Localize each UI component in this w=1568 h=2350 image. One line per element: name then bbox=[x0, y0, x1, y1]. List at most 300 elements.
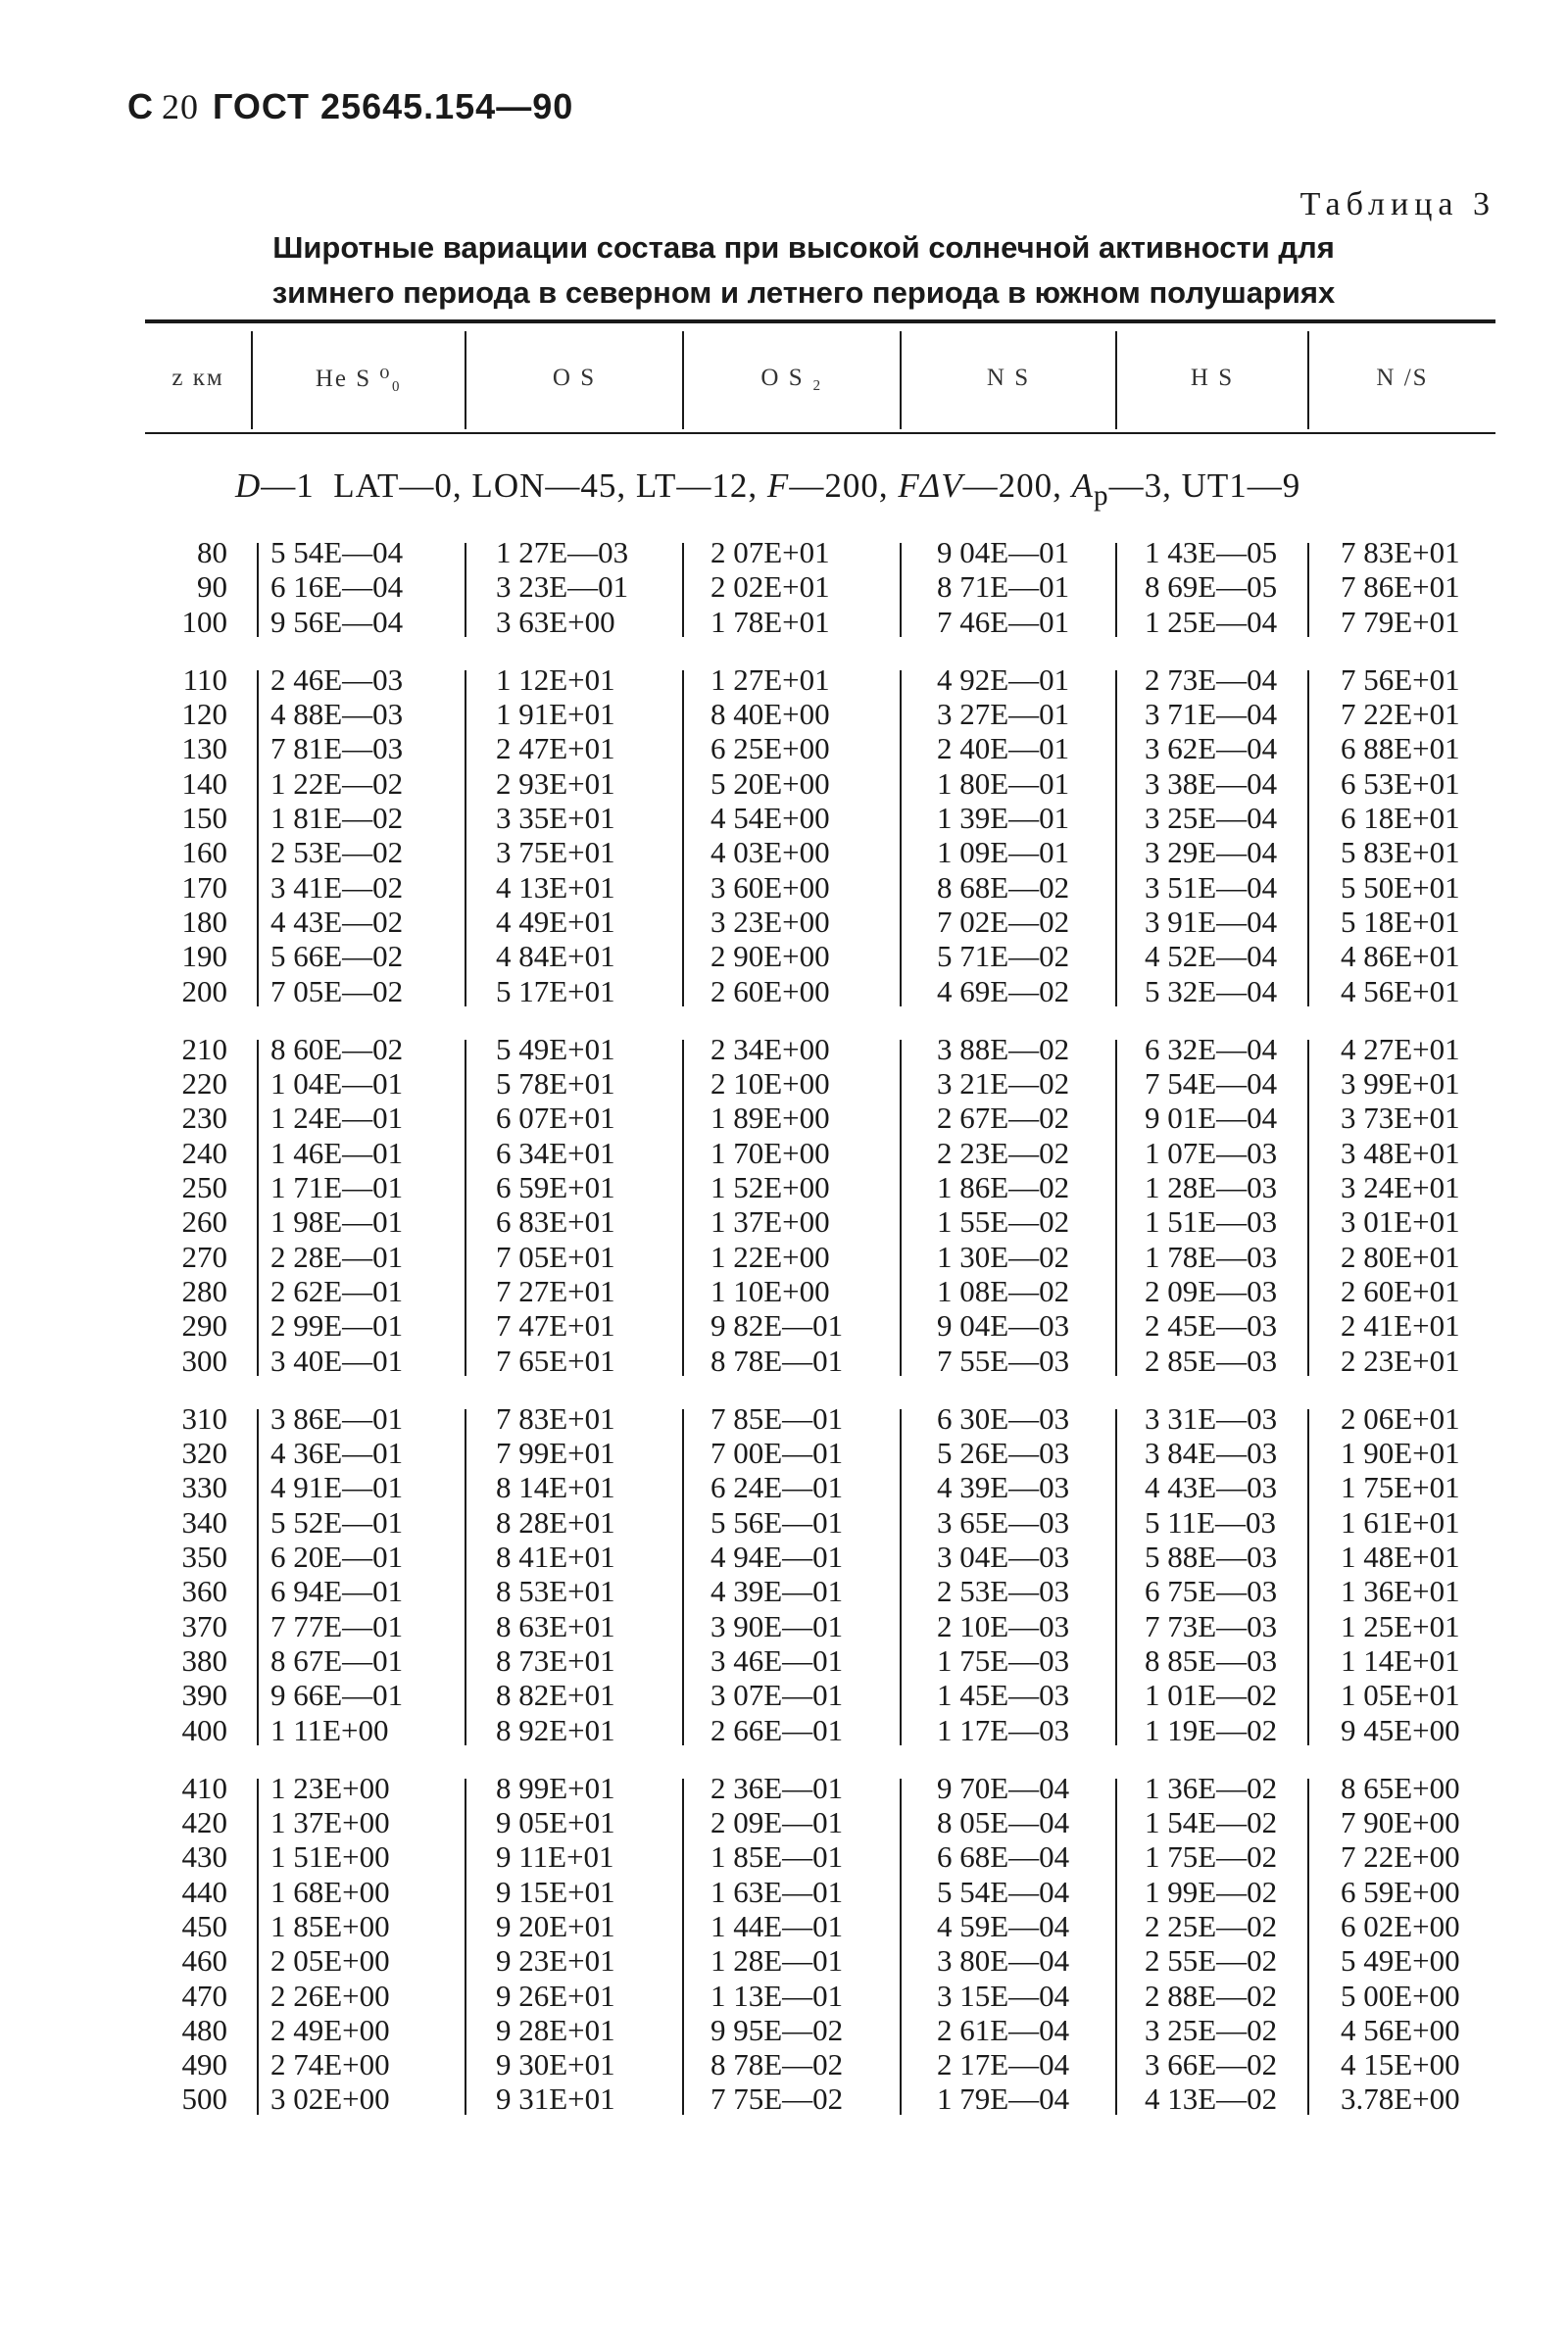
n2-cell: 3 01E+01 bbox=[1341, 1204, 1460, 1240]
he-cell: 1 11E+00 bbox=[270, 1712, 389, 1747]
column-divider bbox=[257, 1779, 259, 2115]
h-cell: 3 71E—04 bbox=[1145, 697, 1278, 732]
h-cell: 7 73E—03 bbox=[1145, 1608, 1278, 1643]
altitude-cell: 470 bbox=[181, 1978, 227, 2013]
o-cell: 6 83E+01 bbox=[496, 1204, 615, 1240]
altitude-cell: 460 bbox=[181, 1943, 227, 1979]
altitude-cell: 490 bbox=[181, 2047, 227, 2082]
table-row bbox=[145, 766, 1495, 801]
o2-cell: 2 90E+00 bbox=[710, 939, 830, 974]
o-cell: 3 35E+01 bbox=[496, 801, 615, 836]
h-cell: 3 66E—02 bbox=[1145, 2047, 1278, 2082]
n2-cell: 6 02E+00 bbox=[1341, 1908, 1460, 1943]
n-cell: 3 27E—01 bbox=[937, 697, 1070, 732]
h-cell: 3 31E—03 bbox=[1145, 1400, 1278, 1436]
column-divider bbox=[257, 543, 259, 637]
row-group bbox=[145, 662, 1495, 1008]
o2-cell: 8 78E—02 bbox=[710, 2047, 844, 2082]
column-divider bbox=[682, 670, 684, 1006]
o2-cell: 1 63E—01 bbox=[710, 1874, 844, 1909]
h-cell: 3 91E—04 bbox=[1145, 904, 1278, 939]
n-cell: 9 04E—01 bbox=[937, 535, 1070, 569]
he-cell: 6 20E—01 bbox=[270, 1540, 404, 1575]
o2-cell: 1 85E—01 bbox=[710, 1839, 844, 1875]
n2-cell: 3 73E+01 bbox=[1341, 1101, 1460, 1136]
o2-cell: 8 40E+00 bbox=[710, 697, 830, 732]
o-cell: 6 07E+01 bbox=[496, 1101, 615, 1136]
table-row bbox=[145, 1979, 1495, 2013]
data-table-body bbox=[145, 535, 1495, 2117]
o2-cell: 2 07E+01 bbox=[710, 535, 830, 569]
altitude-cell: 240 bbox=[181, 1135, 227, 1170]
n-cell: 1 08E—02 bbox=[937, 1273, 1070, 1308]
n2-cell: 7 22E+01 bbox=[1341, 697, 1460, 732]
o-cell: 9 11E+01 bbox=[496, 1839, 614, 1875]
h-cell: 5 32E—04 bbox=[1145, 973, 1278, 1008]
n-cell: 3 88E—02 bbox=[937, 1031, 1070, 1066]
n-cell: 4 59E—04 bbox=[937, 1908, 1070, 1943]
altitude-cell: 250 bbox=[181, 1170, 227, 1205]
n-cell: 1 45E—03 bbox=[937, 1678, 1070, 1713]
column-divider bbox=[1115, 1779, 1117, 2115]
he-cell: 5 54E—04 bbox=[270, 535, 404, 569]
n-cell: 8 71E—01 bbox=[937, 569, 1070, 605]
o-cell: 5 17E+01 bbox=[496, 973, 615, 1008]
o2-cell: 1 78E+01 bbox=[710, 604, 830, 639]
o-cell: 7 27E+01 bbox=[496, 1273, 615, 1308]
n-cell: 4 39E—03 bbox=[937, 1470, 1070, 1505]
o-cell: 4 13E+01 bbox=[496, 869, 615, 905]
o-cell: 2 47E+01 bbox=[496, 731, 615, 766]
table-row bbox=[145, 1839, 1495, 1874]
h-cell: 3 84E—03 bbox=[1145, 1436, 1278, 1471]
o-cell: 4 84E+01 bbox=[496, 939, 615, 974]
col-head-h: H S bbox=[1190, 364, 1235, 391]
altitude-cell: 80 bbox=[197, 535, 227, 569]
param-fav-value: —200, bbox=[962, 466, 1062, 505]
o-cell: 8 41E+01 bbox=[496, 1540, 615, 1575]
he-cell: 2 49E+00 bbox=[270, 2012, 390, 2047]
row-group bbox=[145, 1032, 1495, 1378]
o-cell: 8 28E+01 bbox=[496, 1504, 615, 1540]
n2-cell: 6 53E+01 bbox=[1341, 765, 1460, 801]
table-row bbox=[145, 535, 1495, 569]
parameters-line bbox=[235, 466, 1300, 513]
h-cell: 1 36E—02 bbox=[1145, 1770, 1278, 1805]
o2-cell: 3 46E—01 bbox=[710, 1642, 844, 1678]
he-cell: 2 74E+00 bbox=[270, 2047, 390, 2082]
param-coords: LAT—0, LON—45, LT—12, bbox=[333, 466, 759, 505]
n2-cell: 5 50E+01 bbox=[1341, 869, 1460, 905]
n2-cell: 5 49E+00 bbox=[1341, 1943, 1460, 1979]
n-cell: 1 30E—02 bbox=[937, 1239, 1070, 1274]
table-row bbox=[145, 662, 1495, 697]
n-cell: 3 21E—02 bbox=[937, 1066, 1070, 1102]
n2-cell: 4 56E+01 bbox=[1341, 973, 1460, 1008]
h-cell: 1 07E—03 bbox=[1145, 1135, 1278, 1170]
altitude-cell: 500 bbox=[181, 2081, 227, 2117]
o2-cell: 2 34E+00 bbox=[710, 1031, 830, 1066]
o2-cell: 1 37E+00 bbox=[710, 1204, 830, 1240]
n2-cell: 7 90E+00 bbox=[1341, 1805, 1460, 1840]
table-title-line: Широтные вариации состава при высокой солнечной активности для bbox=[272, 230, 1335, 265]
h-cell: 5 11E—03 bbox=[1145, 1504, 1277, 1540]
page-number: 20 bbox=[162, 87, 199, 126]
table-row bbox=[145, 835, 1495, 869]
o-cell: 8 14E+01 bbox=[496, 1470, 615, 1505]
he-cell: 1 37E+00 bbox=[270, 1805, 390, 1840]
n2-cell: 7 79E+01 bbox=[1341, 604, 1460, 639]
table-row bbox=[145, 1032, 1495, 1066]
table-row bbox=[145, 1308, 1495, 1343]
table-title bbox=[137, 225, 1470, 316]
param-d-value: —1 bbox=[261, 466, 315, 505]
n2-cell: 8 65E+00 bbox=[1341, 1770, 1460, 1805]
h-cell: 5 88E—03 bbox=[1145, 1540, 1278, 1575]
o-cell: 1 12E+01 bbox=[496, 661, 615, 697]
n2-cell: 3 24E+01 bbox=[1341, 1170, 1460, 1205]
h-cell: 1 75E—02 bbox=[1145, 1839, 1278, 1875]
o2-cell: 1 22E+00 bbox=[710, 1239, 830, 1274]
n2-cell: 2 06E+01 bbox=[1341, 1400, 1460, 1436]
n2-cell: 7 56E+01 bbox=[1341, 661, 1460, 697]
altitude-cell: 120 bbox=[181, 697, 227, 732]
o-cell: 8 53E+01 bbox=[496, 1574, 615, 1609]
o2-cell: 8 78E—01 bbox=[710, 1343, 844, 1378]
param-ap-value: —3, UT1—9 bbox=[1108, 466, 1301, 505]
n2-cell: 6 59E+00 bbox=[1341, 1874, 1460, 1909]
he-cell: 1 51E+00 bbox=[270, 1839, 390, 1875]
he-cell: 4 36E—01 bbox=[270, 1436, 404, 1471]
he-cell: 1 81E—02 bbox=[270, 801, 404, 836]
altitude-cell: 380 bbox=[181, 1642, 227, 1678]
n-cell: 2 23E—02 bbox=[937, 1135, 1070, 1170]
he-cell: 7 05E—02 bbox=[270, 973, 404, 1008]
column-divider bbox=[682, 1409, 684, 1745]
table-row bbox=[145, 2081, 1495, 2116]
column-divider bbox=[257, 670, 259, 1006]
n2-cell: 1 75E+01 bbox=[1341, 1470, 1460, 1505]
table-row bbox=[145, 905, 1495, 939]
o2-cell: 5 20E+00 bbox=[710, 765, 830, 801]
altitude-cell: 410 bbox=[181, 1770, 227, 1805]
column-divider bbox=[682, 1040, 684, 1376]
table-row bbox=[145, 1643, 1495, 1678]
altitude-cell: 430 bbox=[181, 1839, 227, 1875]
n2-cell: 6 18E+01 bbox=[1341, 801, 1460, 836]
altitude-cell: 150 bbox=[181, 801, 227, 836]
he-cell: 9 56E—04 bbox=[270, 604, 404, 639]
he-cell: 8 60E—02 bbox=[270, 1031, 404, 1066]
h-cell: 2 55E—02 bbox=[1145, 1943, 1278, 1979]
h-cell: 3 62E—04 bbox=[1145, 731, 1278, 766]
column-divider bbox=[682, 543, 684, 637]
n-cell: 2 10E—03 bbox=[937, 1608, 1070, 1643]
table-row bbox=[145, 1470, 1495, 1504]
h-cell: 1 19E—02 bbox=[1145, 1712, 1278, 1747]
column-divider bbox=[900, 1409, 902, 1745]
he-cell: 3 41E—02 bbox=[270, 869, 404, 905]
n-cell: 1 09E—01 bbox=[937, 835, 1070, 870]
table-row bbox=[145, 1875, 1495, 1909]
o2-cell: 3 60E+00 bbox=[710, 869, 830, 905]
table-row bbox=[145, 1574, 1495, 1608]
o2-cell: 9 82E—01 bbox=[710, 1308, 844, 1344]
altitude-cell: 190 bbox=[181, 939, 227, 974]
altitude-cell: 210 bbox=[181, 1031, 227, 1066]
he-cell: 2 46E—03 bbox=[270, 661, 404, 697]
altitude-cell: 310 bbox=[181, 1400, 227, 1436]
h-cell: 8 69E—05 bbox=[1145, 569, 1278, 605]
o-cell: 3 23E—01 bbox=[496, 569, 629, 605]
altitude-cell: 100 bbox=[181, 604, 227, 639]
o2-cell: 1 27E+01 bbox=[710, 661, 830, 697]
o2-cell: 1 70E+00 bbox=[710, 1135, 830, 1170]
he-cell: 7 77E—01 bbox=[270, 1608, 404, 1643]
row-group bbox=[145, 1401, 1495, 1747]
o-cell: 3 75E+01 bbox=[496, 835, 615, 870]
col-head-he: He S ⁰₀ bbox=[315, 365, 403, 392]
n2-cell: 7 22E+00 bbox=[1341, 1839, 1460, 1875]
n2-cell: 4 86E+01 bbox=[1341, 939, 1460, 974]
n-cell: 1 17E—03 bbox=[937, 1712, 1070, 1747]
column-divider bbox=[1115, 1409, 1117, 1745]
table-row bbox=[145, 1204, 1495, 1239]
altitude-cell: 160 bbox=[181, 835, 227, 870]
table-row bbox=[145, 1943, 1495, 1978]
h-cell: 1 25E—04 bbox=[1145, 604, 1278, 639]
n-cell: 3 65E—03 bbox=[937, 1504, 1070, 1540]
param-ap: A bbox=[1071, 466, 1095, 505]
altitude-cell: 440 bbox=[181, 1874, 227, 1909]
table-row bbox=[145, 974, 1495, 1008]
o-cell: 8 63E+01 bbox=[496, 1608, 615, 1643]
col-head-o2: O S ₂ bbox=[760, 364, 823, 391]
table-row bbox=[145, 697, 1495, 731]
n2-cell: 1 36E+01 bbox=[1341, 1574, 1460, 1609]
h-cell: 2 45E—03 bbox=[1145, 1308, 1278, 1344]
n-cell: 4 92E—01 bbox=[937, 661, 1070, 697]
altitude-cell: 230 bbox=[181, 1101, 227, 1136]
n-cell: 7 55E—03 bbox=[937, 1343, 1070, 1378]
n-cell: 3 15E—04 bbox=[937, 1978, 1070, 2013]
h-cell: 3 51E—04 bbox=[1145, 869, 1278, 905]
he-cell: 4 91E—01 bbox=[270, 1470, 404, 1505]
table-row bbox=[145, 1240, 1495, 1274]
h-cell: 4 13E—02 bbox=[1145, 2081, 1278, 2117]
h-cell: 1 28E—03 bbox=[1145, 1170, 1278, 1205]
n-cell: 6 68E—04 bbox=[937, 1839, 1070, 1875]
n-cell: 7 46E—01 bbox=[937, 604, 1070, 639]
altitude-cell: 220 bbox=[181, 1066, 227, 1102]
h-cell: 4 43E—03 bbox=[1145, 1470, 1278, 1505]
n-cell: 2 67E—02 bbox=[937, 1101, 1070, 1136]
he-cell: 8 67E—01 bbox=[270, 1642, 404, 1678]
param-ap-sub: p bbox=[1094, 480, 1109, 512]
n-cell: 7 02E—02 bbox=[937, 904, 1070, 939]
n2-cell: 2 41E+01 bbox=[1341, 1308, 1460, 1344]
he-cell: 2 26E+00 bbox=[270, 1978, 390, 2013]
o2-cell: 3 23E+00 bbox=[710, 904, 830, 939]
altitude-cell: 370 bbox=[181, 1608, 227, 1643]
o-cell: 7 99E+01 bbox=[496, 1436, 615, 1471]
h-cell: 3 25E—02 bbox=[1145, 2012, 1278, 2047]
h-cell: 2 85E—03 bbox=[1145, 1343, 1278, 1378]
n-cell: 8 68E—02 bbox=[937, 869, 1070, 905]
o2-cell: 6 25E+00 bbox=[710, 731, 830, 766]
n-cell: 2 17E—04 bbox=[937, 2047, 1070, 2082]
o-cell: 3 63E+00 bbox=[496, 604, 615, 639]
he-cell: 6 94E—01 bbox=[270, 1574, 404, 1609]
page-prefix: С bbox=[127, 86, 154, 126]
col-head-n: N S bbox=[986, 364, 1031, 391]
h-cell: 1 01E—02 bbox=[1145, 1678, 1278, 1713]
column-divider bbox=[1307, 1040, 1309, 1376]
column-divider bbox=[1307, 1779, 1309, 2115]
table-row bbox=[145, 1066, 1495, 1101]
o2-cell: 4 03E+00 bbox=[710, 835, 830, 870]
n2-cell: 2 80E+01 bbox=[1341, 1239, 1460, 1274]
o2-cell: 4 39E—01 bbox=[710, 1574, 844, 1609]
table-row bbox=[145, 2047, 1495, 2081]
param-d: D bbox=[235, 466, 262, 505]
n2-cell: 3 99E+01 bbox=[1341, 1066, 1460, 1102]
altitude-cell: 360 bbox=[181, 1574, 227, 1609]
altitude-cell: 270 bbox=[181, 1239, 227, 1274]
table-row bbox=[145, 1771, 1495, 1805]
column-divider bbox=[1307, 670, 1309, 1006]
n-cell: 3 80E—04 bbox=[937, 1943, 1070, 1979]
altitude-cell: 260 bbox=[181, 1204, 227, 1240]
h-cell: 6 75E—03 bbox=[1145, 1574, 1278, 1609]
n2-cell: 1 48E+01 bbox=[1341, 1540, 1460, 1575]
n2-cell: 2 60E+01 bbox=[1341, 1273, 1460, 1308]
altitude-cell: 180 bbox=[181, 904, 227, 939]
n-cell: 2 53E—03 bbox=[937, 1574, 1070, 1609]
n-cell: 1 55E—02 bbox=[937, 1204, 1070, 1240]
he-cell: 1 23E+00 bbox=[270, 1770, 390, 1805]
table-row bbox=[145, 731, 1495, 765]
o-cell: 8 73E+01 bbox=[496, 1642, 615, 1678]
column-divider bbox=[900, 670, 902, 1006]
n2-cell: 5 18E+01 bbox=[1341, 904, 1460, 939]
o-cell: 8 99E+01 bbox=[496, 1770, 615, 1805]
o-cell: 7 83E+01 bbox=[496, 1400, 615, 1436]
table-title-line: зимнего периода в северном и летнего периода в южном полушариях bbox=[271, 275, 1336, 310]
column-divider bbox=[465, 1779, 466, 2115]
h-cell: 9 01E—04 bbox=[1145, 1101, 1278, 1136]
he-cell: 1 46E—01 bbox=[270, 1135, 404, 1170]
table-row bbox=[145, 569, 1495, 604]
n2-cell: 5 00E+00 bbox=[1341, 1978, 1460, 2013]
n2-cell: 6 88E+01 bbox=[1341, 731, 1460, 766]
o2-cell: 1 89E+00 bbox=[710, 1101, 830, 1136]
h-cell: 1 78E—03 bbox=[1145, 1239, 1278, 1274]
n-cell: 9 04E—03 bbox=[937, 1308, 1070, 1344]
altitude-cell: 420 bbox=[181, 1805, 227, 1840]
column-divider bbox=[900, 1779, 902, 2115]
h-cell: 3 25E—04 bbox=[1145, 801, 1278, 836]
o-cell: 6 59E+01 bbox=[496, 1170, 615, 1205]
altitude-cell: 350 bbox=[181, 1540, 227, 1575]
o-cell: 5 49E+01 bbox=[496, 1031, 615, 1066]
table-row bbox=[145, 1344, 1495, 1378]
he-cell: 5 66E—02 bbox=[270, 939, 404, 974]
he-cell: 3 02E+00 bbox=[270, 2081, 390, 2117]
h-cell: 3 38E—04 bbox=[1145, 765, 1278, 801]
he-cell: 1 71E—01 bbox=[270, 1170, 404, 1205]
o2-cell: 4 54E+00 bbox=[710, 801, 830, 836]
column-divider bbox=[1115, 543, 1117, 637]
altitude-cell: 320 bbox=[181, 1436, 227, 1471]
o2-cell: 2 02E+01 bbox=[710, 569, 830, 605]
altitude-cell: 280 bbox=[181, 1273, 227, 1308]
n2-cell: 7 86E+01 bbox=[1341, 569, 1460, 605]
n2-cell: 1 05E+01 bbox=[1341, 1678, 1460, 1713]
o2-cell: 5 56E—01 bbox=[710, 1504, 844, 1540]
altitude-cell: 330 bbox=[181, 1470, 227, 1505]
h-cell: 2 25E—02 bbox=[1145, 1908, 1278, 1943]
h-cell: 7 54E—04 bbox=[1145, 1066, 1278, 1102]
o-cell: 9 28E+01 bbox=[496, 2012, 615, 2047]
table-row bbox=[145, 1609, 1495, 1643]
o2-cell: 1 13E—01 bbox=[710, 1978, 844, 2013]
altitude-cell: 130 bbox=[181, 731, 227, 766]
altitude-cell: 390 bbox=[181, 1678, 227, 1713]
o-cell: 9 30E+01 bbox=[496, 2047, 615, 2082]
he-cell: 1 68E+00 bbox=[270, 1874, 390, 1909]
o2-cell: 6 24E—01 bbox=[710, 1470, 844, 1505]
o-cell: 1 91E+01 bbox=[496, 697, 615, 732]
param-fav: FΔV bbox=[898, 466, 963, 505]
h-cell: 1 99E—02 bbox=[1145, 1874, 1278, 1909]
altitude-cell: 140 bbox=[181, 765, 227, 801]
he-cell: 3 86E—01 bbox=[270, 1400, 404, 1436]
col-head-n2: N /S bbox=[1376, 364, 1429, 391]
o-cell: 8 82E+01 bbox=[496, 1678, 615, 1713]
table-label: Таблица 3 bbox=[1299, 186, 1495, 222]
he-cell: 4 88E—03 bbox=[270, 697, 404, 732]
table-row bbox=[145, 1909, 1495, 1943]
o-cell: 4 49E+01 bbox=[496, 904, 615, 939]
he-cell: 2 05E+00 bbox=[270, 1943, 390, 1979]
altitude-cell: 170 bbox=[181, 869, 227, 905]
he-cell: 1 22E—02 bbox=[270, 765, 404, 801]
row-group bbox=[145, 535, 1495, 639]
n-cell: 5 71E—02 bbox=[937, 939, 1070, 974]
table-row bbox=[145, 1170, 1495, 1204]
h-cell: 3 29E—04 bbox=[1145, 835, 1278, 870]
o2-cell: 7 85E—01 bbox=[710, 1400, 844, 1436]
table-row bbox=[145, 1136, 1495, 1170]
altitude-cell: 90 bbox=[197, 569, 227, 605]
o2-cell: 2 66E—01 bbox=[710, 1712, 844, 1747]
n-cell: 1 86E—02 bbox=[937, 1170, 1070, 1205]
o2-cell: 1 44E—01 bbox=[710, 1908, 844, 1943]
h-cell: 8 85E—03 bbox=[1145, 1642, 1278, 1678]
o2-cell: 3 90E—01 bbox=[710, 1608, 844, 1643]
table-row bbox=[145, 1101, 1495, 1135]
n2-cell: 1 25E+01 bbox=[1341, 1608, 1460, 1643]
h-cell: 1 54E—02 bbox=[1145, 1805, 1278, 1840]
h-cell: 2 09E—03 bbox=[1145, 1273, 1278, 1308]
column-divider bbox=[1115, 1040, 1117, 1376]
altitude-cell: 110 bbox=[182, 661, 227, 697]
o2-cell: 4 94E—01 bbox=[710, 1540, 844, 1575]
altitude-cell: 290 bbox=[181, 1308, 227, 1344]
h-cell: 6 32E—04 bbox=[1145, 1031, 1278, 1066]
o-cell: 9 05E+01 bbox=[496, 1805, 615, 1840]
